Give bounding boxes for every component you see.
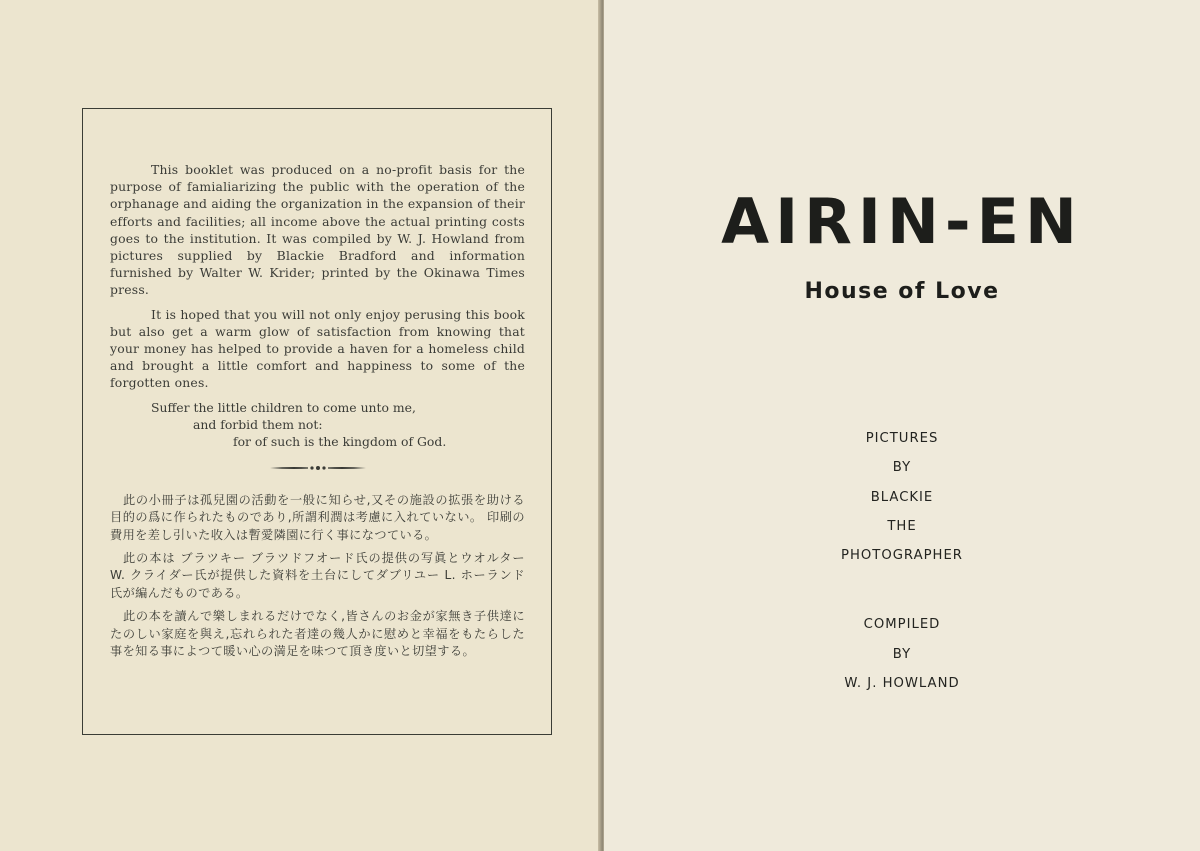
credit-line: PICTURES <box>865 431 939 446</box>
right-page <box>604 0 1200 851</box>
verse-line-2: and forbid them not: <box>193 417 323 433</box>
bible-verse <box>110 399 525 451</box>
compiled-line: COMPILED <box>863 617 941 633</box>
english-paragraph-1: This booklet was produced on a no-profit basis for the purpose of famialiarizing the public with the operation of the orphanage and aiding the organization in the expansion of their efforts and facilities; all income above the actual printing costs goes to the institution. It was compiled by W. J. Howland from pictures supplied by Blackie Bradford and information furnished by Walter W. Krider; printed by the Okinawa Times press. <box>110 162 525 298</box>
japanese-paragraph-1: 此の小冊子は孤兒園の活動を一般に知らせ,又その施設の拡張を助ける目的の爲に作られたものであり,所謂利潤は考慮に入れていない。 印刷の費用を差し引いた收入は暫愛隣園に行く事になつている。 <box>110 492 525 542</box>
ornament-divider-icon <box>270 464 366 472</box>
credit-line: PHOTOGRAPHER <box>841 548 963 564</box>
book-title: AIRIN-EN <box>721 185 1083 258</box>
credit-spacer <box>604 575 1200 615</box>
credit-line: THE <box>887 518 917 534</box>
english-paragraph-2: It is hoped that you will not only enjoy perusing this book but also get a warm glow of satisfaction from knowing that your money has helped to provide a haven for a homeless child and brought a little comfort and happiness to some of the forgotten ones. <box>110 306 525 391</box>
compiled-line: BY <box>892 646 912 662</box>
book-subtitle: House of Love <box>804 279 1000 304</box>
verse-line-3: for of such is the kingdom of God. <box>233 434 447 450</box>
credit-line: BY <box>892 460 912 476</box>
japanese-paragraph-3: 此の本を讀んで樂しまれるだけでなく,皆さんのお金が家無き子供達にたのしい家庭を與え,忘れられた者達の幾人かに慰めと幸福をもたらした事を知る事によつて暖い心の満足を味つて頂き度いと切望する。 <box>110 609 525 659</box>
bordered-text-box <box>82 108 552 735</box>
verse-line-1: Suffer the little children to come unto me, <box>151 399 416 415</box>
credits-block <box>604 429 1200 703</box>
compiler-name: W. J. HOWLAND <box>844 676 960 692</box>
credit-line: BLACKIE <box>870 489 934 505</box>
japanese-paragraph-2: 此の本は ブラツキー ブラツドフオード氏の提供の写眞とウオルター W. クライダー氏が提供した資料を土台にしてダブリユー L. ホーランド氏が編んだものである。 <box>110 551 525 600</box>
